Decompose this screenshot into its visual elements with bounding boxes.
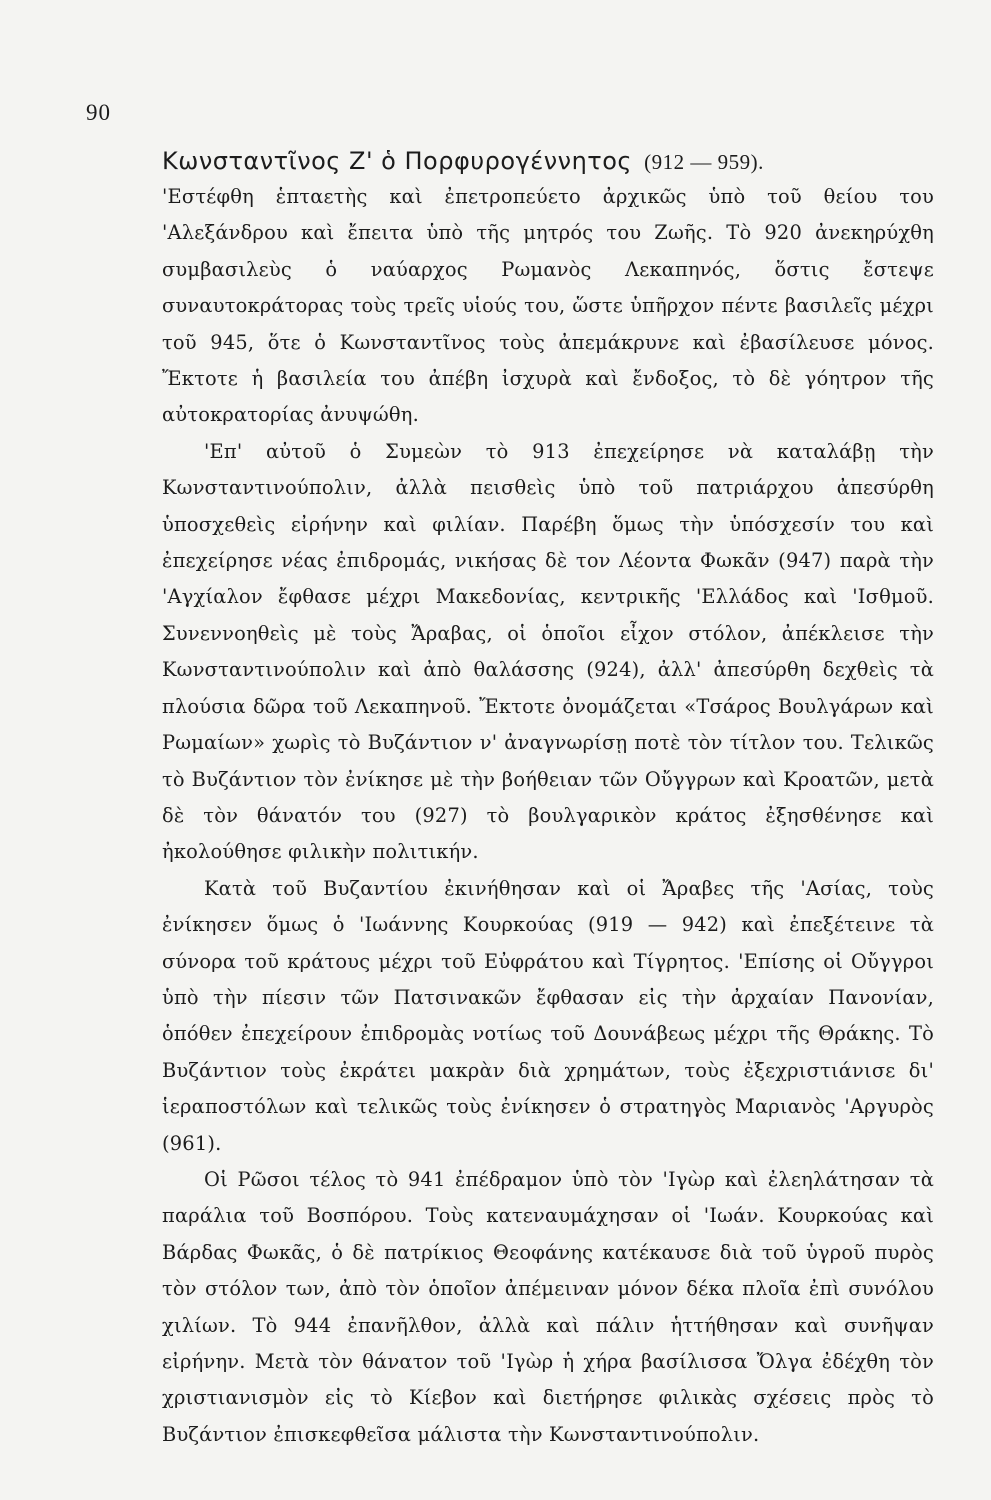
paragraph-3: Κατὰ τοῦ Βυζαντίου ἐκινήθησαν καὶ οἱ Ἄραβες τῆς 'Ασίας, τοὺς ἐνίκησεν ὅμως ὁ 'Ιωάννης Κουρκούας (919 — 942) καὶ ἐπεξέτεινε τὰ σύνορα τοῦ κράτους μέχρι τοῦ Εὐφράτου καὶ Τίγρητος. 'Επίσης οἱ Οὔγγροι ὑπὸ τὴν πίεσιν τῶν Πατσινακῶν ἔφθασαν εἰς τὴν ἀρχαίαν Πανονίαν, ὁπόθεν ἐπεχείρουν ἐπιδρομὰς νοτίως τοῦ Δουνάβεως μέχρι τῆς Θράκης. Τὸ Βυζάντιον τοὺς ἐκράτει μακρὰν διὰ χρημάτων, τοὺς ἐξεχριστιάνισε δι' ἱεραποστόλων καὶ τελικῶς τοὺς ἐνίκησεν ὁ στρατηγὸς Μαριανὸς 'Αργυρὸς (961). (162, 876, 934, 1155)
section-heading (162, 146, 934, 177)
paragraph-1: 'Εστέφθη ἑπταετὴς καὶ ἐπετροπεύετο ἀρχικῶς ὑπὸ τοῦ θείου του 'Αλεξάνδρου καὶ ἔπειτα ὑπὸ τῆς μητρός του Ζωῆς. Τὸ 920 ἀνεκηρύχθη συμβασιλεὺς ὁ ναύαρχος Ρωμανὸς Λεκαπηνός, ὅστις ἔστεψε συναυτοκράτορας τοὺς τρεῖς υἱούς του, ὥστε ὑπῆρχον πέντε βασιλεῖς μέχρι τοῦ 945, ὅτε ὁ Κωνσταντῖνος τοὺς ἀπεμάκρυνε καὶ ἐβασίλευσε μόνος. Ἔκτοτε ἡ βασιλεία του ἀπέβη ἰσχυρὰ καὶ ἔνδοξος, τὸ δὲ γόητρον τῆς αὐτοκρατορίας ἀνυψώθη. (162, 185, 934, 427)
heading-years: (912 — 959). (644, 150, 764, 174)
body-text (162, 146, 934, 1453)
page-number: 90 (86, 100, 111, 125)
paragraph-4: Οἱ Ρῶσοι τέλος τὸ 941 ἐπέδραμον ὑπὸ τὸν 'Ιγὼρ καὶ ἐλεηλάτησαν τὰ παράλια τοῦ Βοσπόρου. Τοὺς κατεναυμάχησαν οἱ 'Ιωάν. Κουρκούας καὶ Βάρδας Φωκᾶς, ὁ δὲ πατρίκιος Θεοφάνης κατέκαυσε διὰ τοῦ ὑγροῦ πυρὸς τὸν στόλον των, ἀπὸ τὸν ὁποῖον ἀπέμειναν μόνον δέκα πλοῖα ἐπὶ συνόλου χιλίων. Τὸ 944 ἐπανῆλθον, ἀλλὰ καὶ πάλιν ἡττήθησαν καὶ συνῆψαν εἰρήνην. Μετὰ τὸν θάνατον τοῦ 'Ιγὼρ ἡ χήρα βασίλισσα Ὄλγα ἐδέχθη τὸν χριστιανισμὸν εἰς τὸ Κίεβον καὶ διετήρησε φιλικὰς σχέσεις πρὸς τὸ Βυζάντιον ἐπισκεφθεῖσα μάλιστα τὴν Κωνσταντινούπολιν. (162, 1167, 934, 1446)
heading-name: Κωνσταντῖνος Ζ' ὁ Πορφυρογέννητος (162, 147, 633, 175)
paragraph-2: 'Επ' αὐτοῦ ὁ Συμεὼν τὸ 913 ἐπεχείρησε νὰ καταλάβῃ τὴν Κωνσταντινούπολιν, ἀλλὰ πεισθεὶς ὑπὸ τοῦ πατριάρχου ἀπεσύρθη ὑποσχεθεὶς εἰρήνην καὶ φιλίαν. Παρέβη ὅμως τὴν ὑπόσχεσίν του καὶ ἐπεχείρησε νέας ἐπιδρομάς, νικήσας δὲ τον Λέοντα Φωκᾶν (947) παρὰ τὴν 'Αγχίαλον ἔφθασε μέχρι Μακεδονίας, κεντρικῆς 'Ελλάδος καὶ 'Ισθμοῦ. Συνεννοηθεὶς μὲ τοὺς Ἄραβας, οἱ ὁποῖοι εἶχον στόλον, ἀπέκλεισε τὴν Κωνσταντινούπολιν καὶ ἀπὸ θαλάσσης (924), ἀλλ' ἀπεσύρθη δεχθεὶς τὰ πλούσια δῶρα τοῦ Λεκαπηνοῦ. Ἔκτοτε ὀνομάζεται «Τσάρος Βουλγάρων καὶ Ρωμαίων» χωρὶς τὸ Βυζάντιον ν' ἀναγνωρίσῃ ποτὲ τὸν τίτλον του. Τελικῶς τὸ Βυζάντιον τὸν ἐνίκησε μὲ τὴν βοήθειαν τῶν Οὔγγρων καὶ Κροατῶν, μετὰ δὲ τὸν θάνατόν του (927) τὸ βουλγαρικὸν κράτος ἐξησθένησε καὶ ἠκολούθησε φιλικὴν πολιτικήν. (162, 439, 934, 864)
